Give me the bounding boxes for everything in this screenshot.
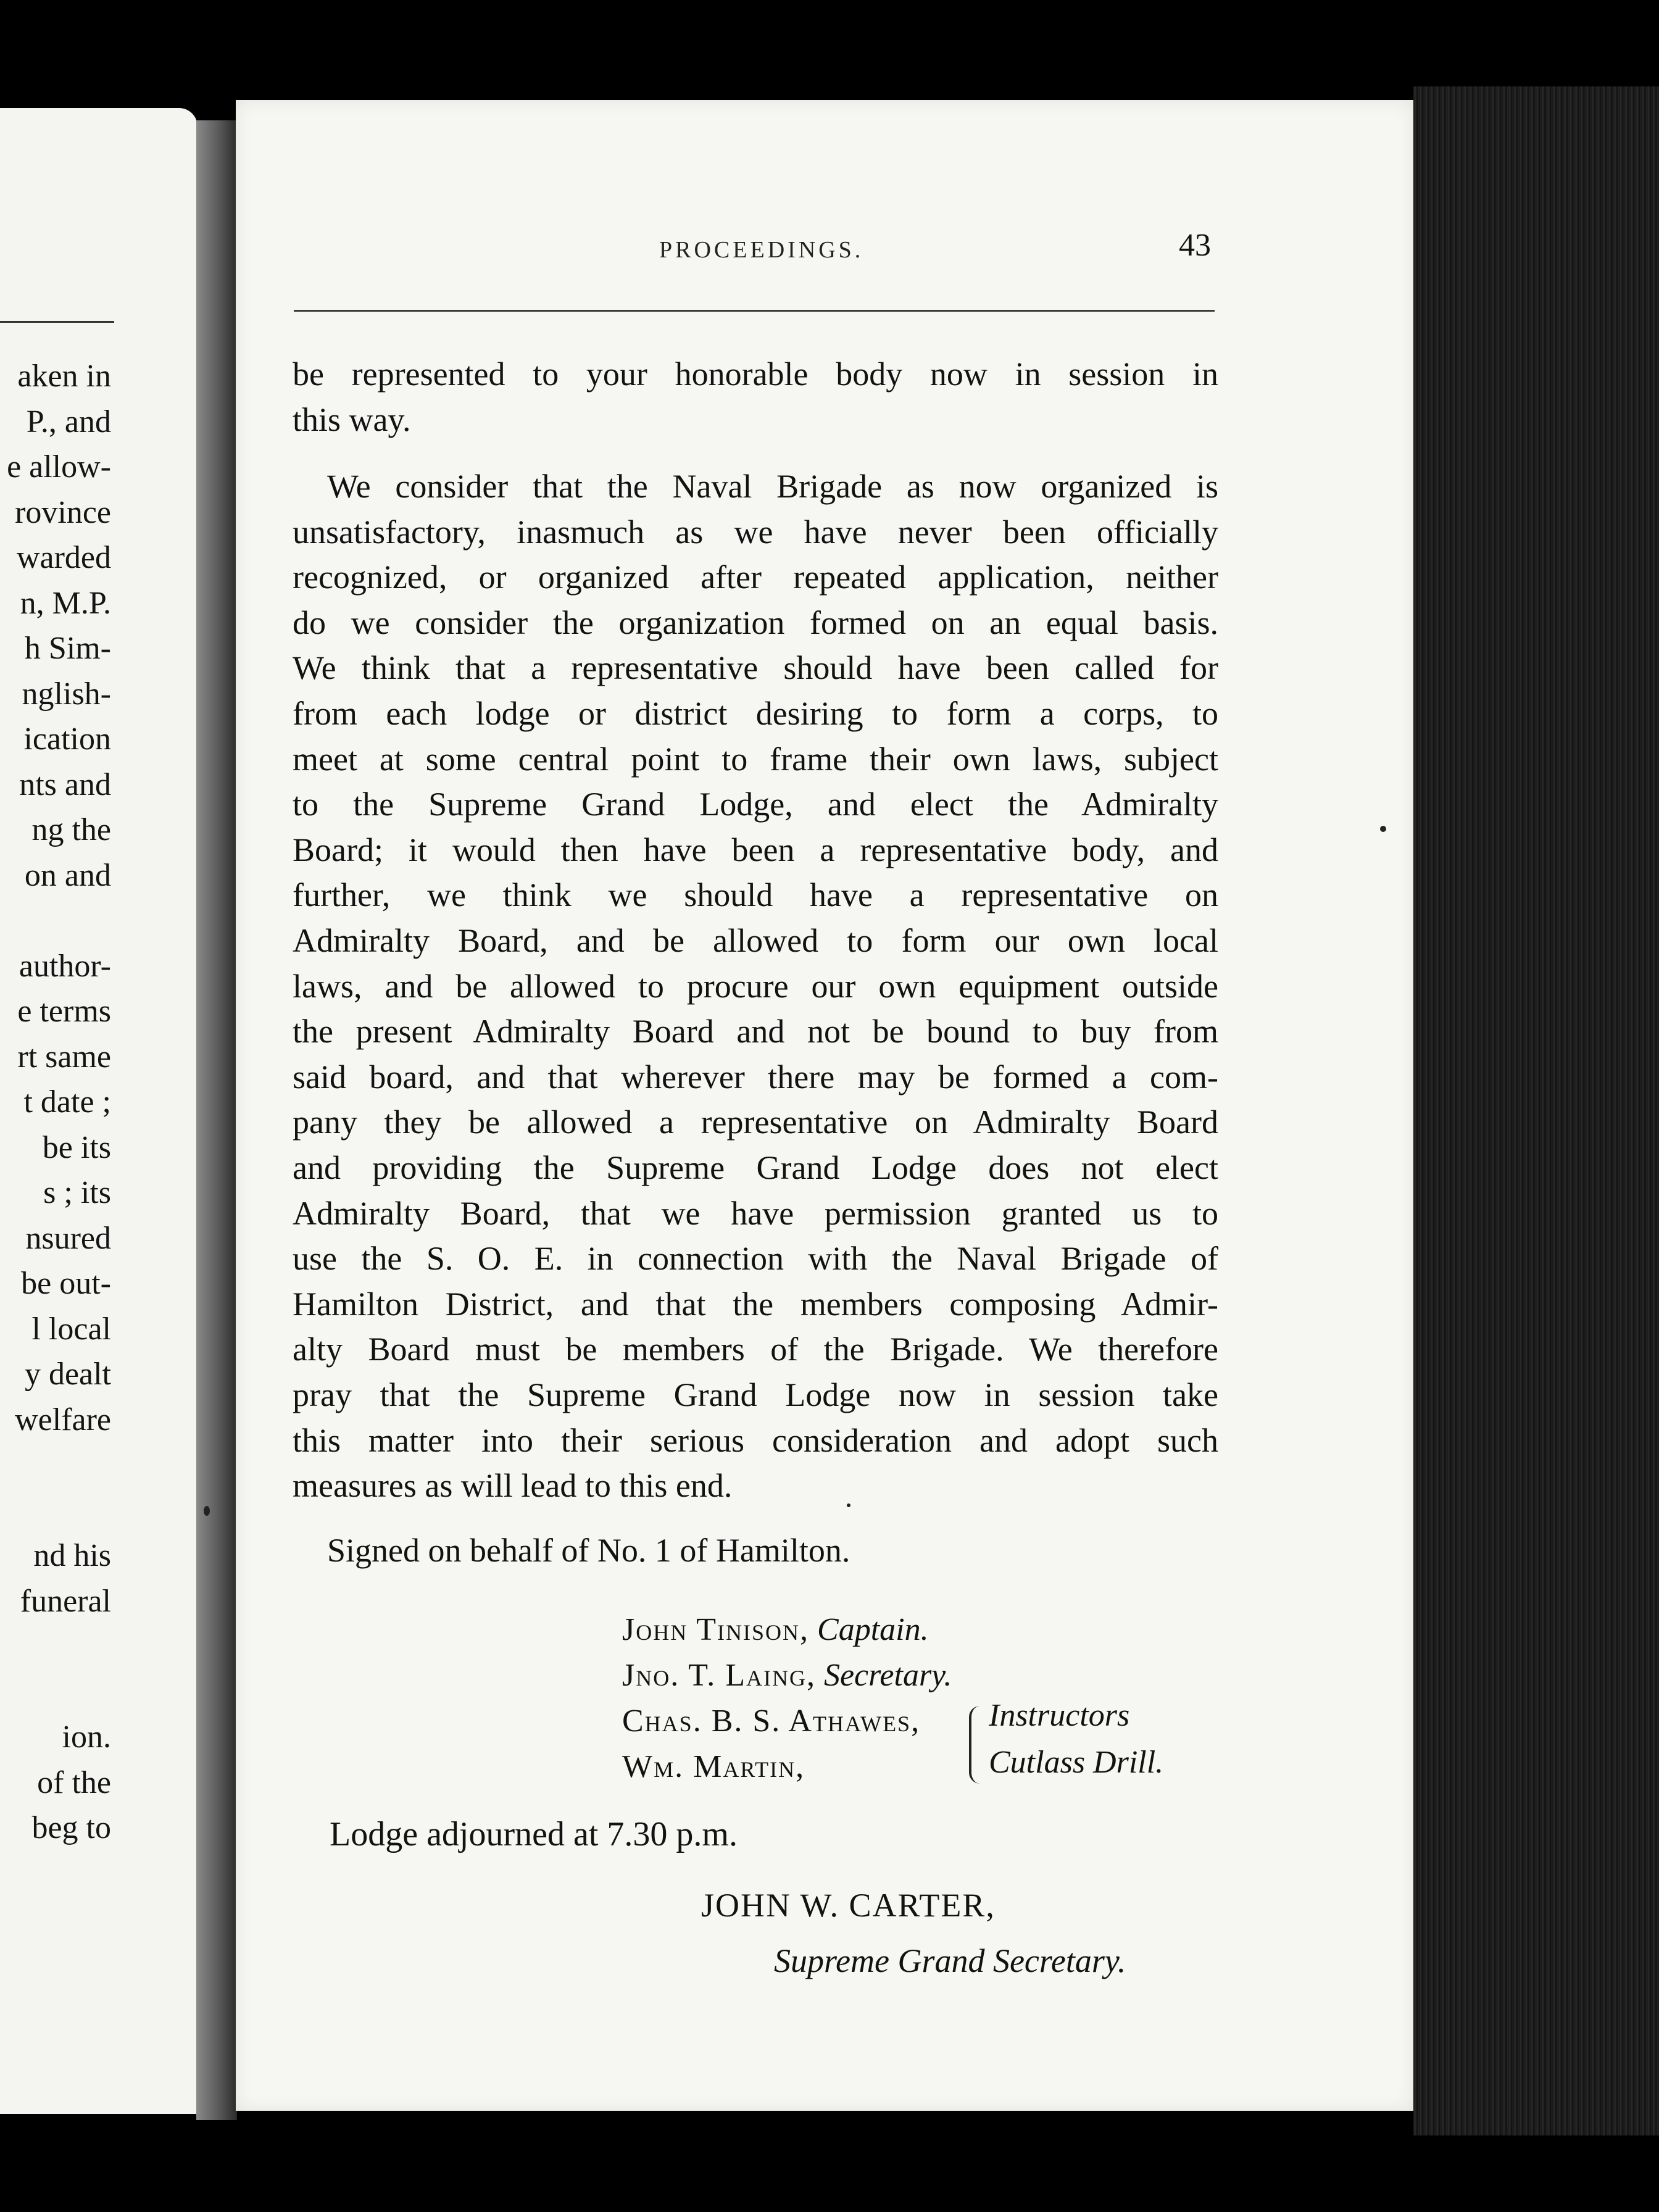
paragraph-line: Board; it would then have been a representative body, and (293, 831, 1218, 868)
adjournment-note: Lodge adjourned at 7.30 p.m. (330, 1815, 738, 1853)
paragraph-line: from each lodge or district desiring to form a corps, to (293, 695, 1218, 732)
left-page-fragment: h Sim- (24, 631, 111, 666)
book-page-edges (1413, 86, 1659, 2135)
left-page-fragment: warded (16, 540, 111, 575)
signatory-line (622, 1744, 952, 1790)
paragraph-line: alty Board must be members of the Brigade. We therefore (293, 1331, 1218, 1368)
left-page-fragment: P., and (26, 404, 111, 439)
left-page-fragment: rovince (15, 494, 111, 530)
paragraph-line: pany they be allowed a representative on Admiralty Board (293, 1104, 1218, 1141)
paragraph-line: laws, and be allowed to procure our own equipment outside (293, 967, 1218, 1005)
left-page-fragment: funeral (20, 1583, 111, 1619)
header-rule (294, 310, 1215, 312)
left-page-fragment: y dealt (24, 1357, 111, 1392)
signatory-line (622, 1653, 952, 1698)
left-page-fragment: ication (23, 721, 111, 757)
left-page-fragment: nts and (19, 767, 111, 802)
left-page-gutter-shadow (196, 120, 237, 2120)
running-head: PROCEEDINGS. (659, 237, 864, 263)
paragraph-line: do we consider the organization formed on an equal basis. (293, 604, 1218, 641)
left-page-fragment: nd his (33, 1538, 111, 1573)
paragraph-line: pray that the Supreme Grand Lodge now in session take (293, 1376, 1218, 1413)
left-page-fragment: welfare (15, 1402, 111, 1437)
left-page-fragment: aken in (17, 359, 111, 394)
left-page-fragment: on and (24, 857, 111, 893)
paragraph-line: meet at some central point to frame their own laws, subject (293, 740, 1218, 778)
left-page-fragment: nsured (25, 1220, 111, 1256)
left-page-fragment: s ; its (43, 1175, 111, 1210)
paragraph-line: further, we think we should have a representative on (293, 876, 1218, 914)
cutlass-drill-label: Cutlass Drill. (989, 1745, 1164, 1780)
paragraph-line: Hamilton District, and that the members composing Admir- (293, 1285, 1218, 1323)
paragraph-line: measures as will lead to this end. (293, 1467, 733, 1505)
paragraph-line: said board, and that wherever there may be formed a com- (293, 1058, 1218, 1096)
left-page-fragment: n, M.P. (20, 585, 111, 621)
left-page-fragment: of the (37, 1765, 111, 1800)
paragraph-line: unsatisfactory, inasmuch as we have never been officially (293, 513, 1218, 551)
paragraph-line: Admiralty Board, that we have permission granted us to (293, 1194, 1218, 1232)
instructors-label: Instructors (989, 1698, 1130, 1733)
signatory-line (622, 1607, 952, 1653)
page-number: 43 (1179, 228, 1211, 263)
left-page-fragment: nglish- (22, 676, 111, 712)
left-page-text-fragments (0, 0, 198, 2212)
signatory-role: Secretary. (823, 1658, 952, 1693)
secretary-title: Supreme Grand Secretary. (774, 1942, 1126, 1979)
left-page-fragment: author- (19, 948, 111, 984)
paragraph-line: the present Admiralty Board and not be bound to buy from (293, 1013, 1218, 1050)
signatory-role: Captain. (817, 1612, 929, 1647)
scan-speck (1380, 826, 1386, 832)
left-page-fragment: e allow- (7, 449, 111, 484)
signatory-name: Wm. Martin, (622, 1749, 805, 1784)
left-page-fragment: be out- (21, 1266, 111, 1301)
left-page-fragment: ng the (31, 812, 111, 847)
paragraph-line: be represented to your honorable body now in session in (293, 356, 1218, 393)
signed-on-behalf: Signed on behalf of No. 1 of Hamilton. (327, 1532, 850, 1569)
secretary-name: JOHN W. CARTER, (701, 1887, 996, 1924)
paragraph-line: recognized, or organized after repeated application, neither (293, 559, 1218, 596)
left-page-fragment: beg to (31, 1810, 111, 1845)
signatory-line (622, 1698, 952, 1744)
scan-speck (204, 1506, 210, 1516)
left-page-fragment: ion. (62, 1719, 111, 1755)
paragraph-line: and providing the Supreme Grand Lodge does not elect (293, 1149, 1218, 1186)
signatory-name: John Tinison, (622, 1612, 810, 1647)
paragraph-line: use the S. O. E. in connection with the Naval Brigade of (293, 1240, 1218, 1278)
paragraph-line: We consider that the Naval Brigade as now organized is (327, 468, 1218, 505)
signatory-name: Jno. T. Laing, (622, 1658, 816, 1693)
left-page-fragment: be its (42, 1129, 111, 1165)
left-page-fragment: rt same (17, 1039, 111, 1075)
left-page-fragment: l local (31, 1311, 111, 1347)
paragraph-line: this matter into their serious consideration and adopt such (293, 1421, 1218, 1459)
paragraph-line: to the Supreme Grand Lodge, and elect the Admiralty (293, 786, 1218, 823)
paragraph-line: We think that a representative should have been called for (293, 649, 1218, 687)
scan-speck (847, 1503, 850, 1507)
paragraph-line: Admiralty Board, and be allowed to form our own local (293, 922, 1218, 959)
left-page-fragment: t date ; (23, 1084, 111, 1120)
signatory-name: Chas. B. S. Athawes, (622, 1703, 921, 1739)
curly-brace (969, 1706, 984, 1784)
signatory-block (622, 1607, 952, 1790)
left-page-fragment: e terms (17, 994, 111, 1029)
paragraph-line: this way. (293, 401, 411, 438)
